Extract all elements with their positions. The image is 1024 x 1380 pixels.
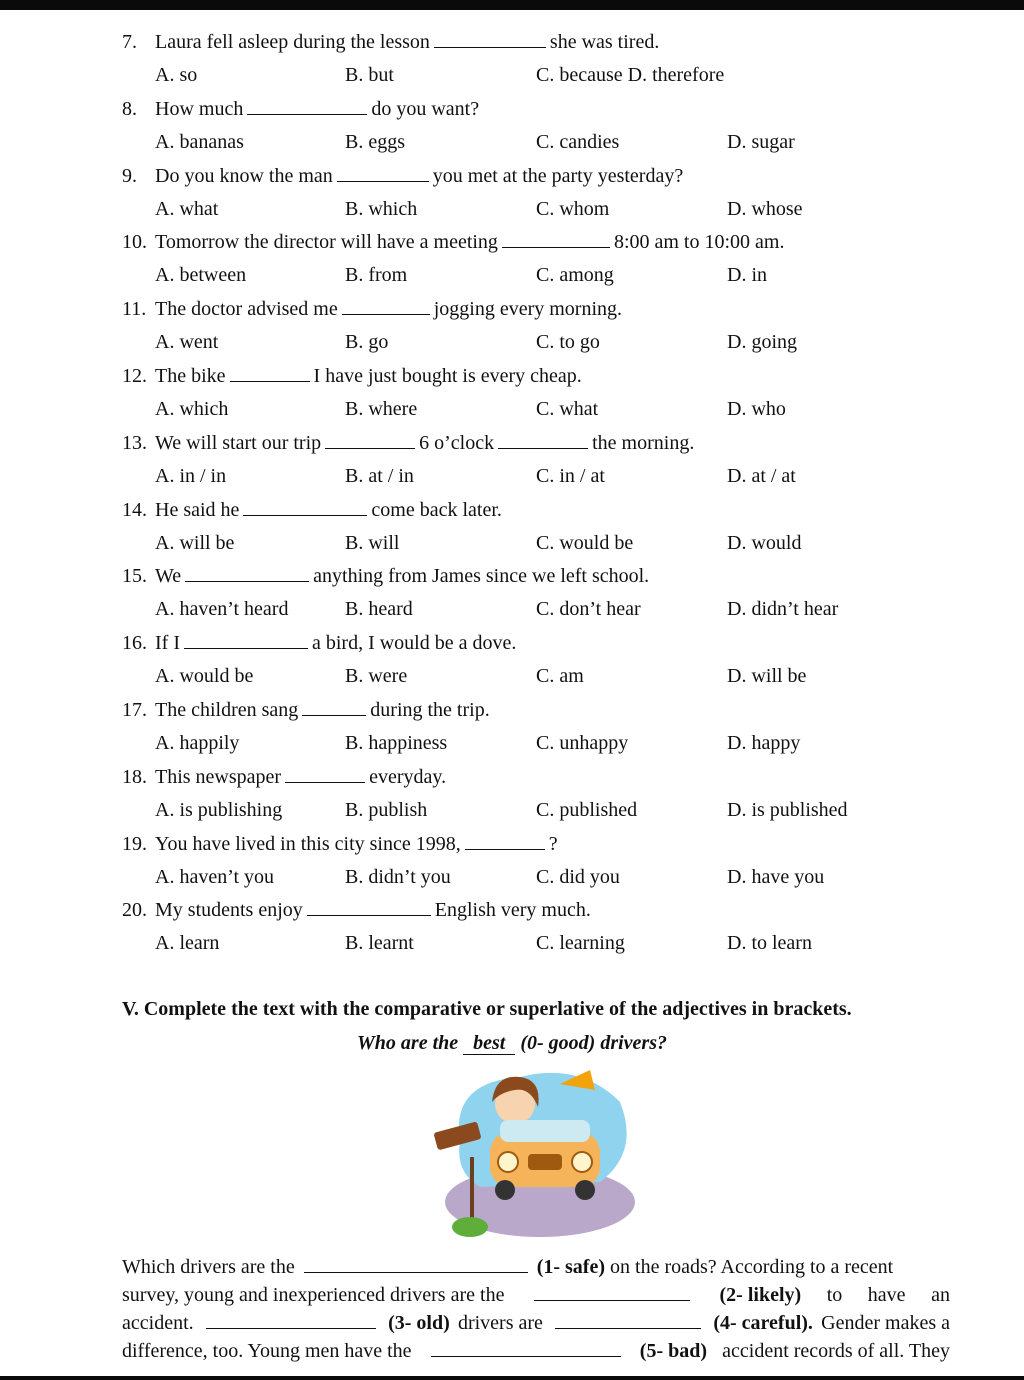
answer-option[interactable]: C. learning [536,932,625,955]
p3a: accident. [122,1312,194,1334]
question-stem: If I [155,632,180,655]
answer-option[interactable]: C. whom [536,197,610,220]
question-number: 15. [122,565,147,588]
question-stem: We will start our trip [155,431,322,454]
question-ending: anything from James since we left school. [313,565,650,588]
question-text [155,97,479,121]
blank-2[interactable] [534,1284,690,1301]
answer-option[interactable]: A. in / in [155,464,227,487]
question-number: 20. [122,899,147,922]
answer-option[interactable]: B. but [345,64,394,86]
answer-option[interactable]: C. among [536,264,614,287]
answer-option[interactable]: D. have you [727,865,825,888]
question-ending: she was tired. [549,31,660,53]
bottom-border [0,1376,1024,1380]
answer-option[interactable]: A. what [155,197,219,220]
answer-option[interactable]: A. will be [155,531,235,554]
p1a: Which drivers are the [122,1256,295,1278]
answer-blank[interactable] [337,165,429,182]
answer-option[interactable]: C. candies [536,130,620,153]
question-stem: The children sang [155,699,299,721]
question-ending: you met at the party yesterday? [432,164,684,187]
car-illustration [430,1062,650,1242]
subtitle-pre: Who are the [357,1032,459,1054]
question-stem: He said he [155,498,240,521]
p2e: an [931,1284,950,1306]
question-ending: come back later. [371,498,502,521]
paragraph-line-2 [122,1284,950,1307]
answer-option[interactable]: C. don’t hear [536,598,641,621]
p2c: to [826,1284,843,1306]
blank-4[interactable] [555,1312,701,1329]
question-number: 7. [122,31,137,53]
question-text [155,698,490,722]
question-text [155,498,502,522]
answer-option[interactable]: C. am [536,665,584,688]
answer-option[interactable]: D. sugar [727,130,795,153]
question-number: 12. [122,365,147,387]
question-text [155,364,582,388]
answer-blank[interactable] [342,298,430,315]
question-text [155,164,683,188]
question-text [155,297,622,321]
section-subtitle [0,1032,1024,1055]
answer-option[interactable]: D. who [727,398,786,420]
answer-option[interactable]: B. were [345,665,408,688]
answer-blank[interactable] [434,31,546,48]
p2d: have [867,1284,906,1306]
question-ending: the morning. [592,431,695,454]
section-title: V. Complete the text with the comparative or superlative of the adjectives in brackets. [122,998,852,1020]
answer-option[interactable]: B. where [345,398,418,420]
p3d: (4- careful). [713,1312,813,1334]
answer-option[interactable]: A. happily [155,732,240,754]
subtitle-post: (0- good) drivers? [520,1032,667,1054]
question-ending: do you want? [371,97,480,120]
question-stem: My students enjoy [155,899,303,922]
question-stem: The bike [155,365,226,387]
answer-option[interactable]: D. to learn [727,932,812,955]
answer-option[interactable]: A. bananas [155,130,244,153]
question-ending: everyday. [369,765,447,788]
answer-option[interactable]: A. which [155,398,229,420]
answer-option[interactable]: A. went [155,331,219,354]
answer-option[interactable]: B. go [345,331,389,354]
answer-option[interactable]: D. whose [727,197,803,220]
answer-option[interactable]: A. haven’t heard [155,598,289,621]
p4c: accident records of all. They [722,1340,950,1362]
p3e: Gender makes a [821,1312,950,1334]
answer-blank[interactable] [185,565,309,582]
blank-3[interactable] [206,1312,376,1329]
question-text [155,765,446,789]
question-text [155,898,591,922]
question-number: 9. [122,164,137,187]
answer-blank[interactable] [465,833,545,850]
question-ending: I have just bought is every cheap. [313,365,582,387]
question-ending: a bird, I would be a dove. [311,632,517,655]
paragraph-line-3 [122,1312,950,1335]
answer-option[interactable]: B. happiness [345,732,448,754]
answer-option[interactable]: B. which [345,197,418,220]
question-stem: Do you know the man [155,164,333,187]
question-ending: jogging every morning. [433,298,623,321]
question-number: 10. [122,231,147,254]
question-text [155,30,659,54]
answer-option[interactable]: C. what [536,398,599,420]
answer-blank[interactable] [184,632,308,649]
answer-blank[interactable] [302,699,366,716]
answer-option[interactable]: D. in [727,264,767,287]
question-text [155,832,558,856]
question-ending: during the trip. [370,699,490,721]
answer-option[interactable]: A. is publishing [155,798,283,821]
answer-option[interactable]: D. happy [727,732,801,754]
answer-option[interactable]: C. to go [536,331,600,354]
answer-option[interactable]: C. published [536,798,638,821]
answer-option[interactable]: B. eggs [345,130,405,153]
p1b: (1- safe) [536,1256,606,1278]
answer-option[interactable]: D. will be [727,665,807,688]
question-stem: Laura fell asleep during the lesson [155,31,430,53]
p3b: (3- old) [388,1312,450,1334]
question-stem: How much [155,97,244,120]
question-text [155,564,649,588]
question-number: 19. [122,832,147,855]
answer-option[interactable]: C. would be [536,531,634,554]
question-ending: 8:00 am to 10:00 am. [613,231,785,254]
question-number: 16. [122,632,147,655]
answer-option[interactable]: B. heard [345,598,413,621]
question-text [155,230,784,254]
p2b: (2- likely) [719,1284,802,1306]
question-ending: English very much. [434,899,591,922]
answer-option[interactable]: B. at / in [345,464,414,487]
answer-option[interactable]: A. so [155,64,198,86]
paragraph-line-4 [122,1340,950,1363]
answer-option[interactable]: D. didn’t hear [727,598,839,621]
answer-blank[interactable] [230,365,310,382]
question-ending: ? [548,832,558,855]
answer-blank[interactable] [247,98,367,115]
question-stem: You have lived in this city since 1998, [155,832,461,855]
answer-blank[interactable] [285,766,365,783]
question-text [155,631,516,655]
question-number: 8. [122,97,137,120]
answer-option[interactable]: D. at / at [727,464,796,487]
answer-option[interactable]: B. publish [345,798,428,821]
answer-option[interactable]: C. unhappy [536,732,629,754]
subtitle-answer: best [463,1032,515,1055]
answer-option[interactable]: A. haven’t you [155,865,275,888]
question-number: 18. [122,765,147,788]
answer-blank[interactable] [502,231,610,248]
answer-option[interactable]: A. learn [155,932,220,955]
p4a: difference, too. Young men have the [122,1340,412,1362]
answer-option[interactable]: D. going [727,331,797,354]
question-number: 11. [122,298,147,321]
question-text [155,431,694,455]
p3c: drivers are [457,1312,543,1334]
answer-option[interactable]: C. in / at [536,464,605,487]
question-stem: We [155,565,182,588]
question-number: 17. [122,699,147,721]
answer-option[interactable]: B. will [345,531,400,554]
question-stem: This newspaper [155,765,282,788]
question-stem: The doctor advised me [155,298,338,321]
answer-blank[interactable] [307,899,431,916]
p2a: survey, young and inexperienced drivers are the [122,1284,505,1306]
answer-option[interactable]: D. is published [727,798,848,821]
answer-option[interactable]: A. would be [155,665,254,688]
blank-5[interactable] [431,1340,621,1357]
answer-option[interactable]: B. from [345,264,408,287]
top-border [0,0,1024,10]
p1c: on the roads? According to a recent [610,1256,894,1278]
answer-option[interactable]: A. between [155,264,247,287]
question-stem: Tomorrow the director will have a meeting [155,231,498,254]
question-middle: 6 o’clock [419,431,495,454]
answer-blank[interactable] [325,432,415,449]
blank-1[interactable] [304,1256,528,1273]
answer-option[interactable]: D. would [727,531,802,554]
answer-option[interactable]: B. didn’t you [345,865,451,888]
answer-blank[interactable] [243,499,367,516]
p4b: (5- bad) [639,1340,708,1362]
question-number: 13. [122,431,147,454]
answer-option[interactable]: C. did you [536,865,620,888]
answer-option[interactable]: B. learnt [345,932,414,955]
paragraph-line-1 [122,1256,950,1279]
question-number: 14. [122,498,147,521]
answer-blank[interactable] [498,432,588,449]
answer-option[interactable]: C. because D. therefore [536,64,725,86]
